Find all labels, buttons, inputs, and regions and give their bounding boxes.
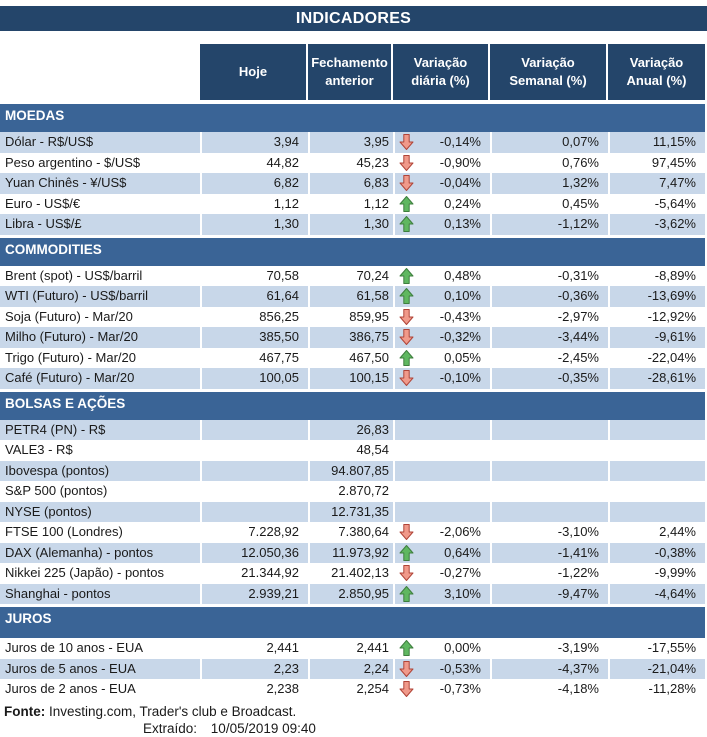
row-label: Ibovespa (pontos) xyxy=(5,462,110,478)
down-arrow-icon xyxy=(399,370,414,386)
cell-variacao-diaria xyxy=(393,214,490,235)
cell-hoje: 6,82 xyxy=(200,173,308,194)
variacao-diaria-value: -0,53% xyxy=(439,660,481,676)
cell-variacao-diaria xyxy=(393,266,490,287)
cell-fechamento: 3,95 xyxy=(308,132,393,153)
extracted-label: Extraído: xyxy=(143,720,198,736)
cell-variacao-diaria xyxy=(393,307,490,328)
cell-variacao-anual: -4,64% xyxy=(608,584,705,605)
cell-variacao-semanal: -1,12% xyxy=(490,214,608,235)
cell-fechamento: 70,24 xyxy=(308,266,393,287)
cell-variacao-diaria xyxy=(393,543,490,564)
variacao-diaria-value: 0,00% xyxy=(444,640,481,655)
table-row xyxy=(0,679,705,700)
cell-variacao-diaria xyxy=(393,481,490,502)
cell-hoje xyxy=(200,440,308,461)
table-row xyxy=(0,348,705,369)
cell-variacao-semanal: -1,41% xyxy=(490,543,608,564)
down-arrow-icon xyxy=(399,681,414,697)
cell-variacao-anual xyxy=(608,461,705,482)
cell-fechamento: 61,58 xyxy=(308,286,393,307)
column-header-fechamento: Fechamento anterior xyxy=(308,44,391,100)
table-row xyxy=(0,286,705,307)
up-arrow-icon xyxy=(399,545,414,561)
row-label: Milho (Futuro) - Mar/20 xyxy=(5,329,138,344)
cell-variacao-semanal: -3,10% xyxy=(490,522,608,543)
cell-fechamento: 1,30 xyxy=(308,214,393,235)
cell-fechamento: 1,12 xyxy=(308,194,393,215)
table-row xyxy=(0,266,705,287)
variacao-diaria-value: 0,24% xyxy=(444,195,481,211)
cell-fechamento: 386,75 xyxy=(308,327,393,348)
cell-variacao-anual: -13,69% xyxy=(608,286,705,307)
column-header-hoje: Hoje xyxy=(200,44,306,100)
down-arrow-icon xyxy=(399,661,414,677)
section-title: BOLSAS E AÇÕES xyxy=(5,395,126,411)
cell-variacao-anual: 97,45% xyxy=(608,153,705,174)
row-label: VALE3 - R$ xyxy=(5,442,73,457)
down-arrow-icon xyxy=(399,329,414,345)
down-arrow-icon xyxy=(399,134,414,150)
cell-variacao-diaria xyxy=(393,173,490,194)
cell-variacao-anual: -9,61% xyxy=(608,327,705,348)
row-label: DAX (Alemanha) - pontos xyxy=(5,544,154,560)
row-label: Brent (spot) - US$/barril xyxy=(5,267,143,283)
cell-variacao-anual: 2,44% xyxy=(608,522,705,543)
cell-fechamento: 2.870,72 xyxy=(308,481,393,502)
column-header-variacao-anual: Variação Anual (%) xyxy=(608,44,705,100)
section-header-bolsas-e-acoes xyxy=(0,392,705,420)
cell-hoje: 2,441 xyxy=(200,638,308,659)
cell-hoje: 7.228,92 xyxy=(200,522,308,543)
up-arrow-icon xyxy=(399,196,414,212)
report-title-bar xyxy=(0,6,707,31)
cell-variacao-semanal: -3,19% xyxy=(490,638,608,659)
table-row xyxy=(0,307,705,328)
variacao-diaria-value: -0,43% xyxy=(439,308,481,324)
cell-fechamento: 2,24 xyxy=(308,659,393,680)
variacao-diaria-value: 0,48% xyxy=(444,267,481,283)
extracted-line xyxy=(0,720,707,737)
cell-variacao-semanal: -2,45% xyxy=(490,348,608,369)
cell-fechamento: 100,15 xyxy=(308,368,393,389)
cell-hoje: 2,23 xyxy=(200,659,308,680)
row-label: Libra - US$/£ xyxy=(5,216,82,231)
cell-hoje xyxy=(200,420,308,441)
cell-variacao-diaria xyxy=(393,348,490,369)
row-label: Juros de 5 anos - EUA xyxy=(5,660,136,676)
cell-fechamento: 2,254 xyxy=(308,679,393,700)
variacao-diaria-value: -0,04% xyxy=(439,175,481,190)
down-arrow-icon xyxy=(399,155,414,171)
cell-variacao-anual: -28,61% xyxy=(608,368,705,389)
cell-hoje: 467,75 xyxy=(200,348,308,369)
cell-hoje: 1,12 xyxy=(200,194,308,215)
report-footer xyxy=(0,703,707,737)
table-row xyxy=(0,173,705,194)
cell-variacao-semanal: -0,36% xyxy=(490,286,608,307)
row-label: PETR4 (PN) - R$ xyxy=(5,421,106,437)
up-arrow-icon xyxy=(399,288,414,304)
cell-variacao-semanal: -3,44% xyxy=(490,327,608,348)
cell-variacao-semanal: -4,37% xyxy=(490,659,608,680)
row-label: Dólar - R$/US$ xyxy=(5,134,94,149)
variacao-diaria-value: -0,14% xyxy=(439,134,481,149)
section-title: JUROS xyxy=(5,611,52,626)
cell-hoje: 3,94 xyxy=(200,132,308,153)
cell-hoje xyxy=(200,461,308,482)
cell-fechamento: 7.380,64 xyxy=(308,522,393,543)
table-row xyxy=(0,522,705,543)
cell-variacao-diaria xyxy=(393,440,490,461)
row-label: S&P 500 (pontos) xyxy=(5,483,108,498)
cell-hoje: 385,50 xyxy=(200,327,308,348)
cell-variacao-semanal: -0,31% xyxy=(490,266,608,287)
cell-hoje: 2,238 xyxy=(200,679,308,700)
variacao-diaria-value: -2,06% xyxy=(439,524,481,539)
cell-hoje: 12.050,36 xyxy=(200,543,308,564)
cell-variacao-semanal: -0,35% xyxy=(490,368,608,389)
cell-variacao-anual: -22,04% xyxy=(608,348,705,369)
cell-hoje: 2.939,21 xyxy=(200,584,308,605)
row-label: Euro - US$/€ xyxy=(5,195,81,211)
cell-hoje: 70,58 xyxy=(200,266,308,287)
cell-fechamento: 2.850,95 xyxy=(308,584,393,605)
cell-variacao-semanal xyxy=(490,420,608,441)
variacao-diaria-value: -0,90% xyxy=(439,154,481,170)
cell-variacao-semanal: 0,07% xyxy=(490,132,608,153)
cell-fechamento: 45,23 xyxy=(308,153,393,174)
cell-variacao-anual xyxy=(608,502,705,523)
cell-fechamento: 6,83 xyxy=(308,173,393,194)
table-row xyxy=(0,638,705,659)
row-label: Soja (Futuro) - Mar/20 xyxy=(5,308,133,324)
table-row xyxy=(0,543,705,564)
cell-variacao-diaria xyxy=(393,502,490,523)
table-row xyxy=(0,440,705,461)
cell-variacao-anual: -3,62% xyxy=(608,214,705,235)
table-row xyxy=(0,132,705,153)
row-label: Nikkei 225 (Japão) - pontos xyxy=(5,565,164,580)
cell-variacao-semanal: 1,32% xyxy=(490,173,608,194)
cell-hoje: 44,82 xyxy=(200,153,308,174)
cell-fechamento: 26,83 xyxy=(308,420,393,441)
down-arrow-icon xyxy=(399,565,414,581)
cell-variacao-anual: -5,64% xyxy=(608,194,705,215)
table-row xyxy=(0,659,705,680)
row-label: Shanghai - pontos xyxy=(5,585,111,601)
cell-variacao-diaria xyxy=(393,153,490,174)
cell-variacao-semanal: 0,45% xyxy=(490,194,608,215)
table-row xyxy=(0,368,705,389)
cell-variacao-semanal xyxy=(490,461,608,482)
cell-variacao-diaria xyxy=(393,368,490,389)
cell-variacao-diaria xyxy=(393,420,490,441)
section-title: MOEDAS xyxy=(5,108,65,123)
cell-variacao-semanal: -9,47% xyxy=(490,584,608,605)
cell-fechamento: 12.731,35 xyxy=(308,502,393,523)
variacao-diaria-value: -0,27% xyxy=(439,565,481,580)
cell-fechamento: 11.973,92 xyxy=(308,543,393,564)
row-label: FTSE 100 (Londres) xyxy=(5,524,123,539)
column-headers xyxy=(200,44,705,100)
cell-variacao-diaria xyxy=(393,563,490,584)
cell-variacao-diaria xyxy=(393,659,490,680)
source-text: Investing.com, Trader's club e Broadcast. xyxy=(49,703,297,719)
indicators-report xyxy=(0,6,707,736)
section-header-moedas xyxy=(0,104,705,132)
table-row xyxy=(0,153,705,174)
table-row xyxy=(0,502,705,523)
cell-variacao-semanal: 0,76% xyxy=(490,153,608,174)
up-arrow-icon xyxy=(399,268,414,284)
row-label: Peso argentino - $/US$ xyxy=(5,154,141,170)
cell-fechamento: 2,441 xyxy=(308,638,393,659)
up-arrow-icon xyxy=(399,640,414,656)
table-row xyxy=(0,194,705,215)
cell-variacao-anual: -0,38% xyxy=(608,543,705,564)
cell-variacao-anual: 11,15% xyxy=(608,132,705,153)
cell-variacao-anual: -17,55% xyxy=(608,638,705,659)
cell-hoje: 100,05 xyxy=(200,368,308,389)
cell-fechamento: 21.402,13 xyxy=(308,563,393,584)
cell-variacao-diaria xyxy=(393,522,490,543)
cell-variacao-diaria xyxy=(393,638,490,659)
cell-variacao-anual xyxy=(608,440,705,461)
cell-variacao-anual xyxy=(608,481,705,502)
row-label: Trigo (Futuro) - Mar/20 xyxy=(5,349,136,365)
cell-variacao-anual: -8,89% xyxy=(608,266,705,287)
row-label: Juros de 10 anos - EUA xyxy=(5,640,144,655)
cell-variacao-semanal: -4,18% xyxy=(490,679,608,700)
section-title: COMMODITIES xyxy=(5,241,102,257)
cell-variacao-diaria xyxy=(393,584,490,605)
table-row xyxy=(0,461,705,482)
cell-variacao-diaria xyxy=(393,327,490,348)
cell-fechamento: 467,50 xyxy=(308,348,393,369)
up-arrow-icon xyxy=(399,216,414,232)
cell-fechamento: 859,95 xyxy=(308,307,393,328)
cell-variacao-anual xyxy=(608,420,705,441)
cell-hoje xyxy=(200,481,308,502)
cell-hoje: 21.344,92 xyxy=(200,563,308,584)
table-row xyxy=(0,327,705,348)
cell-variacao-diaria xyxy=(393,679,490,700)
table-row xyxy=(0,563,705,584)
table-row xyxy=(0,420,705,441)
row-label: WTI (Futuro) - US$/barril xyxy=(5,288,149,303)
cell-variacao-semanal xyxy=(490,440,608,461)
table-row xyxy=(0,481,705,502)
cell-variacao-anual: -21,04% xyxy=(608,659,705,680)
table-row xyxy=(0,214,705,235)
down-arrow-icon xyxy=(399,524,414,540)
cell-variacao-anual: -9,99% xyxy=(608,563,705,584)
table-row xyxy=(0,584,705,605)
row-label: Café (Futuro) - Mar/20 xyxy=(5,370,135,385)
cell-hoje: 61,64 xyxy=(200,286,308,307)
cell-variacao-anual: 7,47% xyxy=(608,173,705,194)
up-arrow-icon xyxy=(399,350,414,366)
cell-variacao-diaria xyxy=(393,461,490,482)
row-label: Juros de 2 anos - EUA xyxy=(5,681,136,696)
cell-variacao-semanal xyxy=(490,481,608,502)
row-label: Yuan Chinês - ¥/US$ xyxy=(5,175,127,190)
cell-fechamento: 48,54 xyxy=(308,440,393,461)
column-header-variacao-diaria: Variação diária (%) xyxy=(393,44,488,100)
variacao-diaria-value: 0,10% xyxy=(444,288,481,303)
extracted-timestamp: 10/05/2019 09:40 xyxy=(210,720,316,736)
cell-variacao-semanal: -2,97% xyxy=(490,307,608,328)
cell-variacao-anual: -12,92% xyxy=(608,307,705,328)
indicators-table xyxy=(0,104,707,700)
variacao-diaria-value: -0,73% xyxy=(439,681,481,696)
cell-variacao-diaria xyxy=(393,286,490,307)
cell-variacao-semanal: -1,22% xyxy=(490,563,608,584)
cell-fechamento: 94.807,85 xyxy=(308,461,393,482)
cell-variacao-diaria xyxy=(393,194,490,215)
source-label: Fonte: xyxy=(4,703,46,719)
down-arrow-icon xyxy=(399,175,414,191)
cell-variacao-semanal xyxy=(490,502,608,523)
variacao-diaria-value: -0,32% xyxy=(439,329,481,344)
down-arrow-icon xyxy=(399,309,414,325)
cell-hoje: 856,25 xyxy=(200,307,308,328)
variacao-diaria-value: 0,05% xyxy=(444,349,481,365)
cell-variacao-anual: -11,28% xyxy=(608,679,705,700)
cell-hoje: 1,30 xyxy=(200,214,308,235)
row-label: NYSE (pontos) xyxy=(5,503,92,519)
column-header-variacao-semanal: Variação Semanal (%) xyxy=(490,44,606,100)
variacao-diaria-value: -0,10% xyxy=(439,370,481,385)
section-header-juros xyxy=(0,607,705,638)
variacao-diaria-value: 0,64% xyxy=(444,544,481,560)
up-arrow-icon xyxy=(399,586,414,602)
variacao-diaria-value: 0,13% xyxy=(444,216,481,231)
source-line xyxy=(0,703,707,720)
page-title: INDICADORES xyxy=(295,9,412,27)
cell-hoje xyxy=(200,502,308,523)
section-header-commodities xyxy=(0,238,705,266)
variacao-diaria-value: 3,10% xyxy=(444,585,481,601)
cell-variacao-diaria xyxy=(393,132,490,153)
